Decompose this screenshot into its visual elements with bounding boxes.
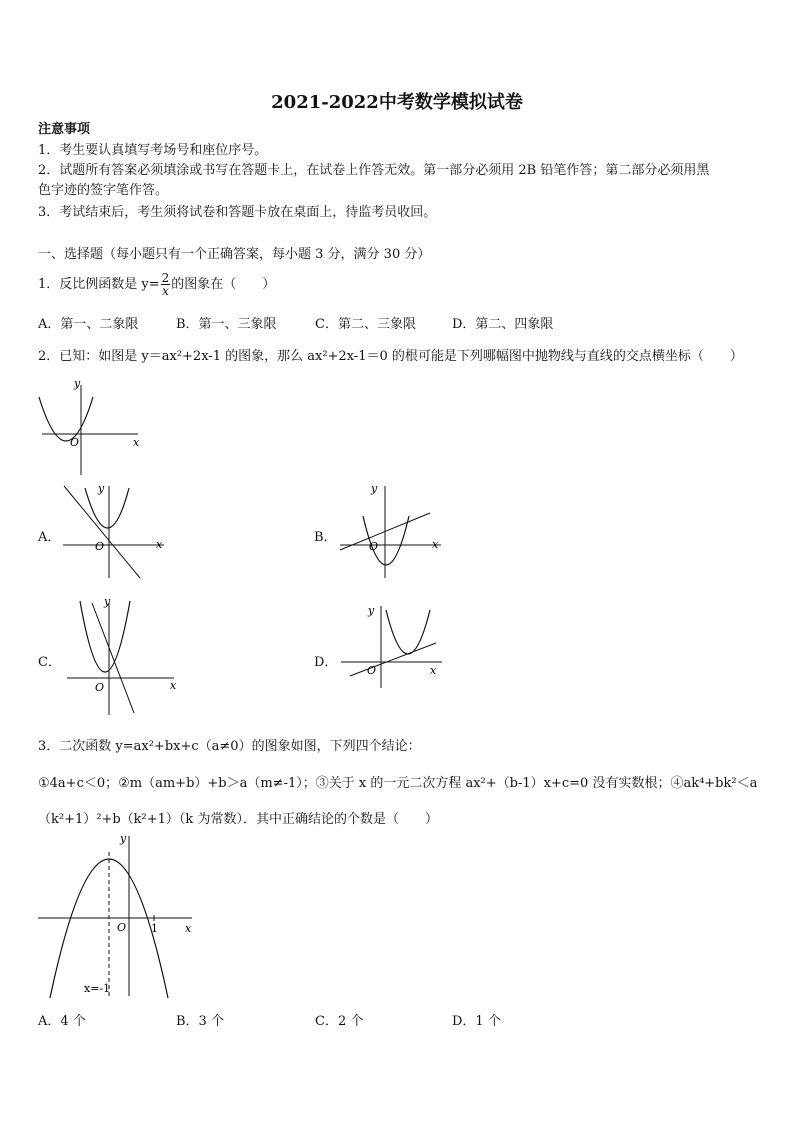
tick-one-label: 1 <box>151 922 158 935</box>
y-axis-label: y <box>74 377 81 390</box>
question-3-line-2: ①4a+c＜0；②m（am+b）+b＞a（m≠-1）；③关于 x 的一元二次方程 ax²+（b-1）x+c=0 没有实数根；④ak⁴+bk²＜a <box>38 776 758 791</box>
x-axis-label: x <box>185 922 192 935</box>
q1-option-c[interactable]: C．第二、三象限 <box>315 317 416 332</box>
origin-label: O <box>369 540 379 553</box>
q2-option-a-label[interactable]: A． <box>38 530 61 545</box>
y-axis-label: y <box>368 604 375 617</box>
fraction-denominator: x <box>162 284 169 298</box>
q2-option-b-label[interactable]: B． <box>314 530 337 545</box>
q2-option-b-graph[interactable] <box>335 478 447 583</box>
q2-reference-graph <box>34 375 149 480</box>
parabola <box>85 488 129 528</box>
y-axis-label: y <box>98 482 105 495</box>
line <box>92 603 134 713</box>
y-axis-label: y <box>120 832 127 845</box>
q3-option-a[interactable]: A．4 个 <box>38 1014 86 1029</box>
q1-option-a[interactable]: A．第一、二象限 <box>38 317 139 332</box>
x-axis-label: x <box>170 679 177 692</box>
line <box>350 643 436 676</box>
notice-item-3: 3．考试结束后，考生须将试卷和答题卡放在桌面上，待监考员收回。 <box>38 205 437 220</box>
q2-option-d-label[interactable]: D． <box>314 655 338 670</box>
question-1-prefix: 1．反比例函数是 y= <box>38 277 160 292</box>
question-3-line-1: 3．二次函数 y=ax²+bx+c（a≠0）的图象如图，下列四个结论： <box>38 739 421 754</box>
origin-label: O <box>95 540 105 553</box>
y-axis-label: y <box>104 595 111 608</box>
origin-label: O <box>367 664 377 677</box>
notice-item-2-line-2: 色字迹的签字笔作答。 <box>38 183 169 198</box>
notice-item-1: 1．考生要认真填写考场号和座位序号。 <box>38 143 268 158</box>
origin-label: O <box>95 681 105 694</box>
q3-option-c[interactable]: C．2 个 <box>315 1014 364 1029</box>
origin-label: O <box>70 436 80 449</box>
question-3-line-3: （k²+1）²+b（k²+1）（k 为常数）．其中正确结论的个数是（ ） <box>38 812 438 827</box>
x-axis-label: x <box>156 538 163 551</box>
x-axis-label: x <box>133 436 140 449</box>
origin-label: O <box>117 921 127 934</box>
q2-option-d-graph[interactable] <box>336 600 448 690</box>
q3-option-d[interactable]: D．1 个 <box>452 1014 501 1029</box>
notice-heading: 注意事项 <box>38 122 91 137</box>
q3-option-b[interactable]: B．3 个 <box>176 1014 224 1029</box>
q1-option-b[interactable]: B．第一、三象限 <box>176 317 277 332</box>
x-axis-label: x <box>430 664 437 677</box>
question-2: 2．已知：如图是 y＝ax²+2x-1 的图象，那么 ax²+2x-1＝0 的根可能是下列哪幅图中抛物线与直线的交点横坐标（ ） <box>38 349 743 364</box>
q1-option-d[interactable]: D．第二、四象限 <box>452 317 554 332</box>
question-1-suffix: 的图象在（ ） <box>171 277 276 292</box>
x-axis-label: x <box>432 538 439 551</box>
page-title: 2021-2022中考数学模拟试卷 <box>271 92 523 113</box>
notice-item-2-line-1: 2．试题所有答案必须填涂或书写在答题卡上，在试卷上作答无效。第一部分必须用 2B 铅笔作答；第二部分必须用黑 <box>38 163 710 178</box>
y-axis-label: y <box>371 482 378 495</box>
line <box>64 486 140 578</box>
symmetry-axis-label: x=-1 <box>84 982 111 995</box>
q2-option-c-graph[interactable] <box>62 593 182 718</box>
fraction <box>161 272 171 297</box>
fraction-numerator: 2 <box>161 271 170 285</box>
section-heading: 一、选择题（每小题只有一个正确答案，每小题 3 分，满分 30 分） <box>38 247 431 262</box>
question-1 <box>38 272 275 297</box>
q2-option-c-label[interactable]: C． <box>38 655 61 670</box>
q3-graph <box>34 828 200 998</box>
q2-option-a-graph[interactable] <box>58 478 170 583</box>
